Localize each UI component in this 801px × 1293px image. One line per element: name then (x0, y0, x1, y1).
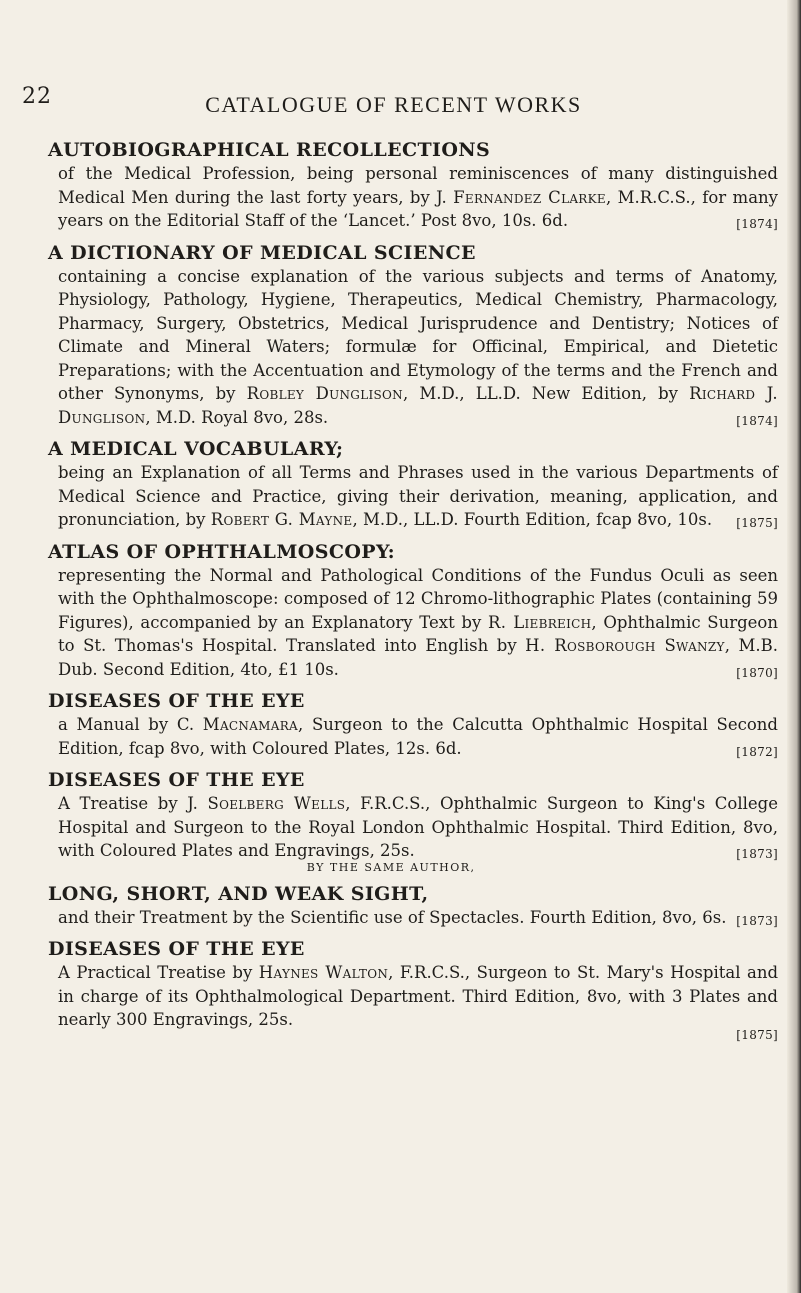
entry-description (58, 792, 778, 863)
catalogue-entry (46, 540, 778, 682)
entry-text: A Treatise by J. (58, 794, 208, 813)
entry-title: A MEDICAL VOCABULARY; (48, 438, 344, 460)
catalogue-entry (46, 689, 778, 760)
entry-text: , F.R.C.S., Surgeon to St. Mary's Hospital and in charge of its Ophthalmological Department. Third Edition, 8vo, with 3 Plates and nearly 300 Engravings, 25s. (58, 963, 779, 1029)
entry-author: H. Rosborough Swanzy (525, 636, 725, 655)
catalogue-entry (46, 882, 778, 930)
catalogue-entries (46, 138, 778, 1050)
entry-title: AUTOBIOGRAPHICAL RECOLLECTIONS (48, 139, 491, 161)
entry-year: [1875] (736, 516, 778, 530)
entry-text: a Manual by C. (58, 715, 203, 734)
entry-year: [1873] (736, 913, 778, 928)
entry-author: Haynes Walton (258, 963, 389, 982)
entry-text: , M.R.C.S., for many years on the Editorial Staff of the ‘Lancet.’ Post 8vo, 10s. 6d. (58, 187, 778, 230)
entry-author: Robley Dunglison (246, 384, 403, 403)
entry-text: , Surgeon to the Calcutta Ophthalmic Hospital Second Edition, fcap 8vo, with Coloured Plates, 12s. 6d. (58, 715, 778, 758)
entry-year: [1874] (736, 217, 778, 231)
entry-description (58, 265, 778, 430)
catalogue-entry (46, 138, 778, 233)
entry-description (58, 906, 778, 930)
by-same-author-line: BY THE SAME AUTHOR, (306, 860, 476, 874)
catalogue-entry (46, 437, 778, 532)
entry-author: R. Liebreich (487, 612, 592, 632)
catalogue-entry (46, 937, 778, 1042)
entry-text: , Ophthalmic Surgeon to St. Thomas's Hospital. Translated into English by (58, 612, 778, 655)
entry-text: representing the Normal and Pathological Conditions of the Fundus Oculi as seen with the Ophthalmoscope: composed of 12 Chromo-lithographic Plates (containing 59 Figures), accompanied by an Explanatory Text by (58, 565, 778, 632)
entry-text: of the Medical Profession, being personal reminiscences of many distinguished Medical Men during the last forty years, by J. (58, 164, 778, 207)
entry-year: [1872] (736, 744, 778, 759)
entry-text: , F.R.C.S., Ophthalmic Surgeon to King's College Hospital and Surgeon to the Royal London Ophthalmic Hospital. Third Edition, 8vo, with Coloured Plates and Engravings, 25s. (58, 794, 778, 860)
entry-year: [1875] (736, 1027, 778, 1042)
entry-author: Soelberg Wells (207, 794, 346, 813)
entry-text: A Practical Treatise by (58, 963, 259, 982)
entry-text: , M.B. Dub. Second Edition, 4to, £1 10s. (58, 636, 778, 679)
entry-author: Robert G. Mayne (210, 510, 353, 529)
entry-year: [1873] (736, 847, 778, 861)
entry-year: [1870] (736, 665, 778, 680)
entry-author: Richard J. Dunglison (58, 384, 778, 427)
running-head: CATALOGUE OF RECENT WORKS (205, 92, 582, 117)
entry-author: Fernandez Clarke (453, 187, 606, 207)
entry-title: DISEASES OF THE EYE (48, 769, 305, 791)
entry-text: being an Explanation of all Terms and Phrases used in the various Departments of Medical Science and Practice, giving their derivation, meaning, application, and pronunciation, by (58, 463, 778, 529)
entry-year: [1874] (736, 413, 778, 428)
entry-title: DISEASES OF THE EYE (48, 938, 305, 960)
entry-title: ATLAS OF OPHTHALMOSCOPY: (48, 540, 396, 563)
page-number: 22 (22, 84, 52, 109)
page-edge-shadow (787, 0, 801, 1293)
entry-text: containing a concise explanation of the various subjects and terms of Anatomy, Physiology, Pathology, Hygiene, Therapeutics, Medical Chemistry, Pharmacology, Pharmacy, Surgery, Obstetrics, Medical Jurisprudence and Dentistry; Notices of Climate and Mineral Waters; formulæ for Officinal, Empirical, and Dietetic Preparations; with the Accentuation and Etymology of the terms and the French and other Synonyms, by (58, 266, 778, 403)
entry-description (58, 564, 778, 682)
entry-text: , M.D., LL.D. New Edition, by (402, 384, 690, 403)
catalogue-entry (46, 241, 778, 430)
catalogue-entry (46, 768, 778, 874)
entry-text: , M.D., LL.D. Fourth Edition, fcap 8vo, 10s. (352, 510, 713, 529)
entry-title: DISEASES OF THE EYE (48, 690, 305, 712)
entry-text: , M.D. Royal 8vo, 28s. (145, 407, 329, 427)
entry-description (58, 162, 778, 233)
entry-description (58, 713, 778, 760)
entry-description (58, 961, 778, 1032)
entry-title: LONG, SHORT, AND WEAK SIGHT, (48, 882, 429, 905)
entry-title: A DICTIONARY OF MEDICAL SCIENCE (48, 241, 476, 264)
entry-author: Macnamara (202, 715, 299, 734)
entry-description (58, 461, 778, 532)
entry-text: and their Treatment by the Scientific use of Spectacles. Fourth Edition, 8vo, 6s. (58, 907, 727, 927)
